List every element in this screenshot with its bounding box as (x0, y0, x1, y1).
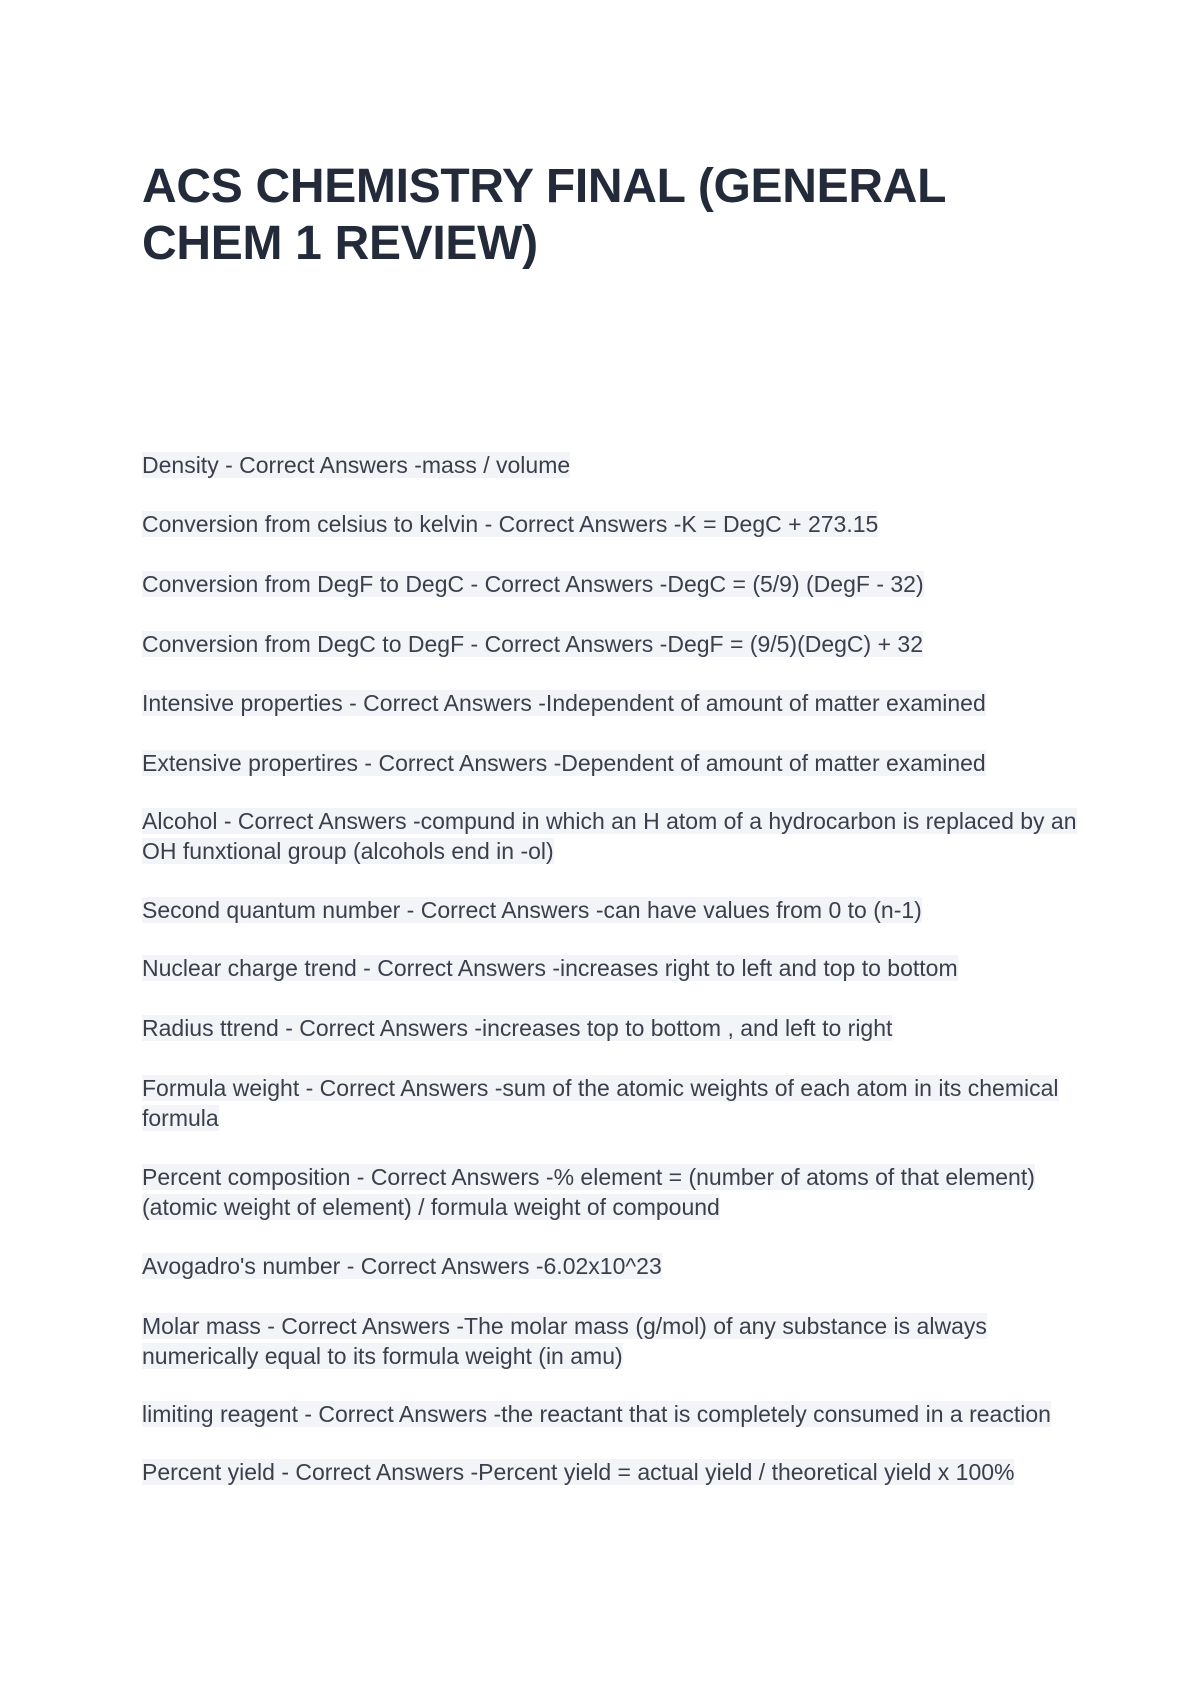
entry-text: Percent yield - Correct Answers -Percent yield = actual yield / theoretical yield x 100% (142, 1459, 1015, 1485)
list-item (142, 1311, 1082, 1371)
list-item (142, 895, 1082, 925)
list-item (142, 1457, 1082, 1487)
entry-text: Second quantum number - Correct Answers -can have values from 0 to (n-1) (142, 897, 922, 923)
list-item (142, 1073, 1082, 1133)
entry-text: Alcohol - Correct Answers -compund in which an H atom of a hydrocarbon is replaced by an OH funxtional group (alcohols end in -ol) (142, 808, 1077, 864)
entry-text: Formula weight - Correct Answers -sum of the atomic weights of each atom in its chemical formula (142, 1075, 1059, 1131)
list-item (142, 688, 1082, 718)
page-title: ACS CHEMISTRY FINAL (GENERAL CHEM 1 REVIEW) (142, 160, 946, 270)
entry-text: Conversion from DegF to DegC - Correct Answers -DegC = (5/9) (DegF - 32) (142, 571, 924, 597)
entry-text: Molar mass - Correct Answers -The molar mass (g/mol) of any substance is always numerically equal to its formula weight (in amu) (142, 1313, 987, 1369)
list-item (142, 953, 1082, 983)
list-item (142, 748, 1082, 778)
entry-text: Percent composition - Correct Answers -% element = (number of atoms of that element)(atomic weight of element) / formula weight of compound (142, 1164, 1035, 1220)
entry-text: Density - Correct Answers -mass / volume (142, 452, 571, 478)
list-item (142, 806, 1082, 866)
flashcard-list (142, 450, 1082, 1487)
list-item (142, 450, 1082, 480)
entry-text: Avogadro's number - Correct Answers -6.02x10^23 (142, 1253, 662, 1279)
entry-text: Extensive propertires - Correct Answers -Dependent of amount of matter examined (142, 750, 986, 776)
list-item (142, 1162, 1082, 1222)
list-item (142, 629, 1082, 659)
list-item (142, 1013, 1082, 1043)
list-item (142, 1251, 1082, 1281)
list-item (142, 509, 1082, 539)
list-item (142, 1399, 1082, 1429)
entry-text: Radius ttrend - Correct Answers -increases top to bottom , and left to right (142, 1015, 893, 1041)
entry-text: Conversion from DegC to DegF - Correct Answers -DegF = (9/5)(DegC) + 32 (142, 631, 923, 657)
entry-text: Conversion from celsius to kelvin - Correct Answers -K = DegC + 273.15 (142, 511, 879, 537)
list-item (142, 569, 1082, 599)
entry-text: Nuclear charge trend - Correct Answers -increases right to left and top to bottom (142, 955, 958, 981)
entry-text: Intensive properties - Correct Answers -Independent of amount of matter examined (142, 690, 986, 716)
entry-text: limiting reagent - Correct Answers -the reactant that is completely consumed in a reaction (142, 1401, 1051, 1427)
